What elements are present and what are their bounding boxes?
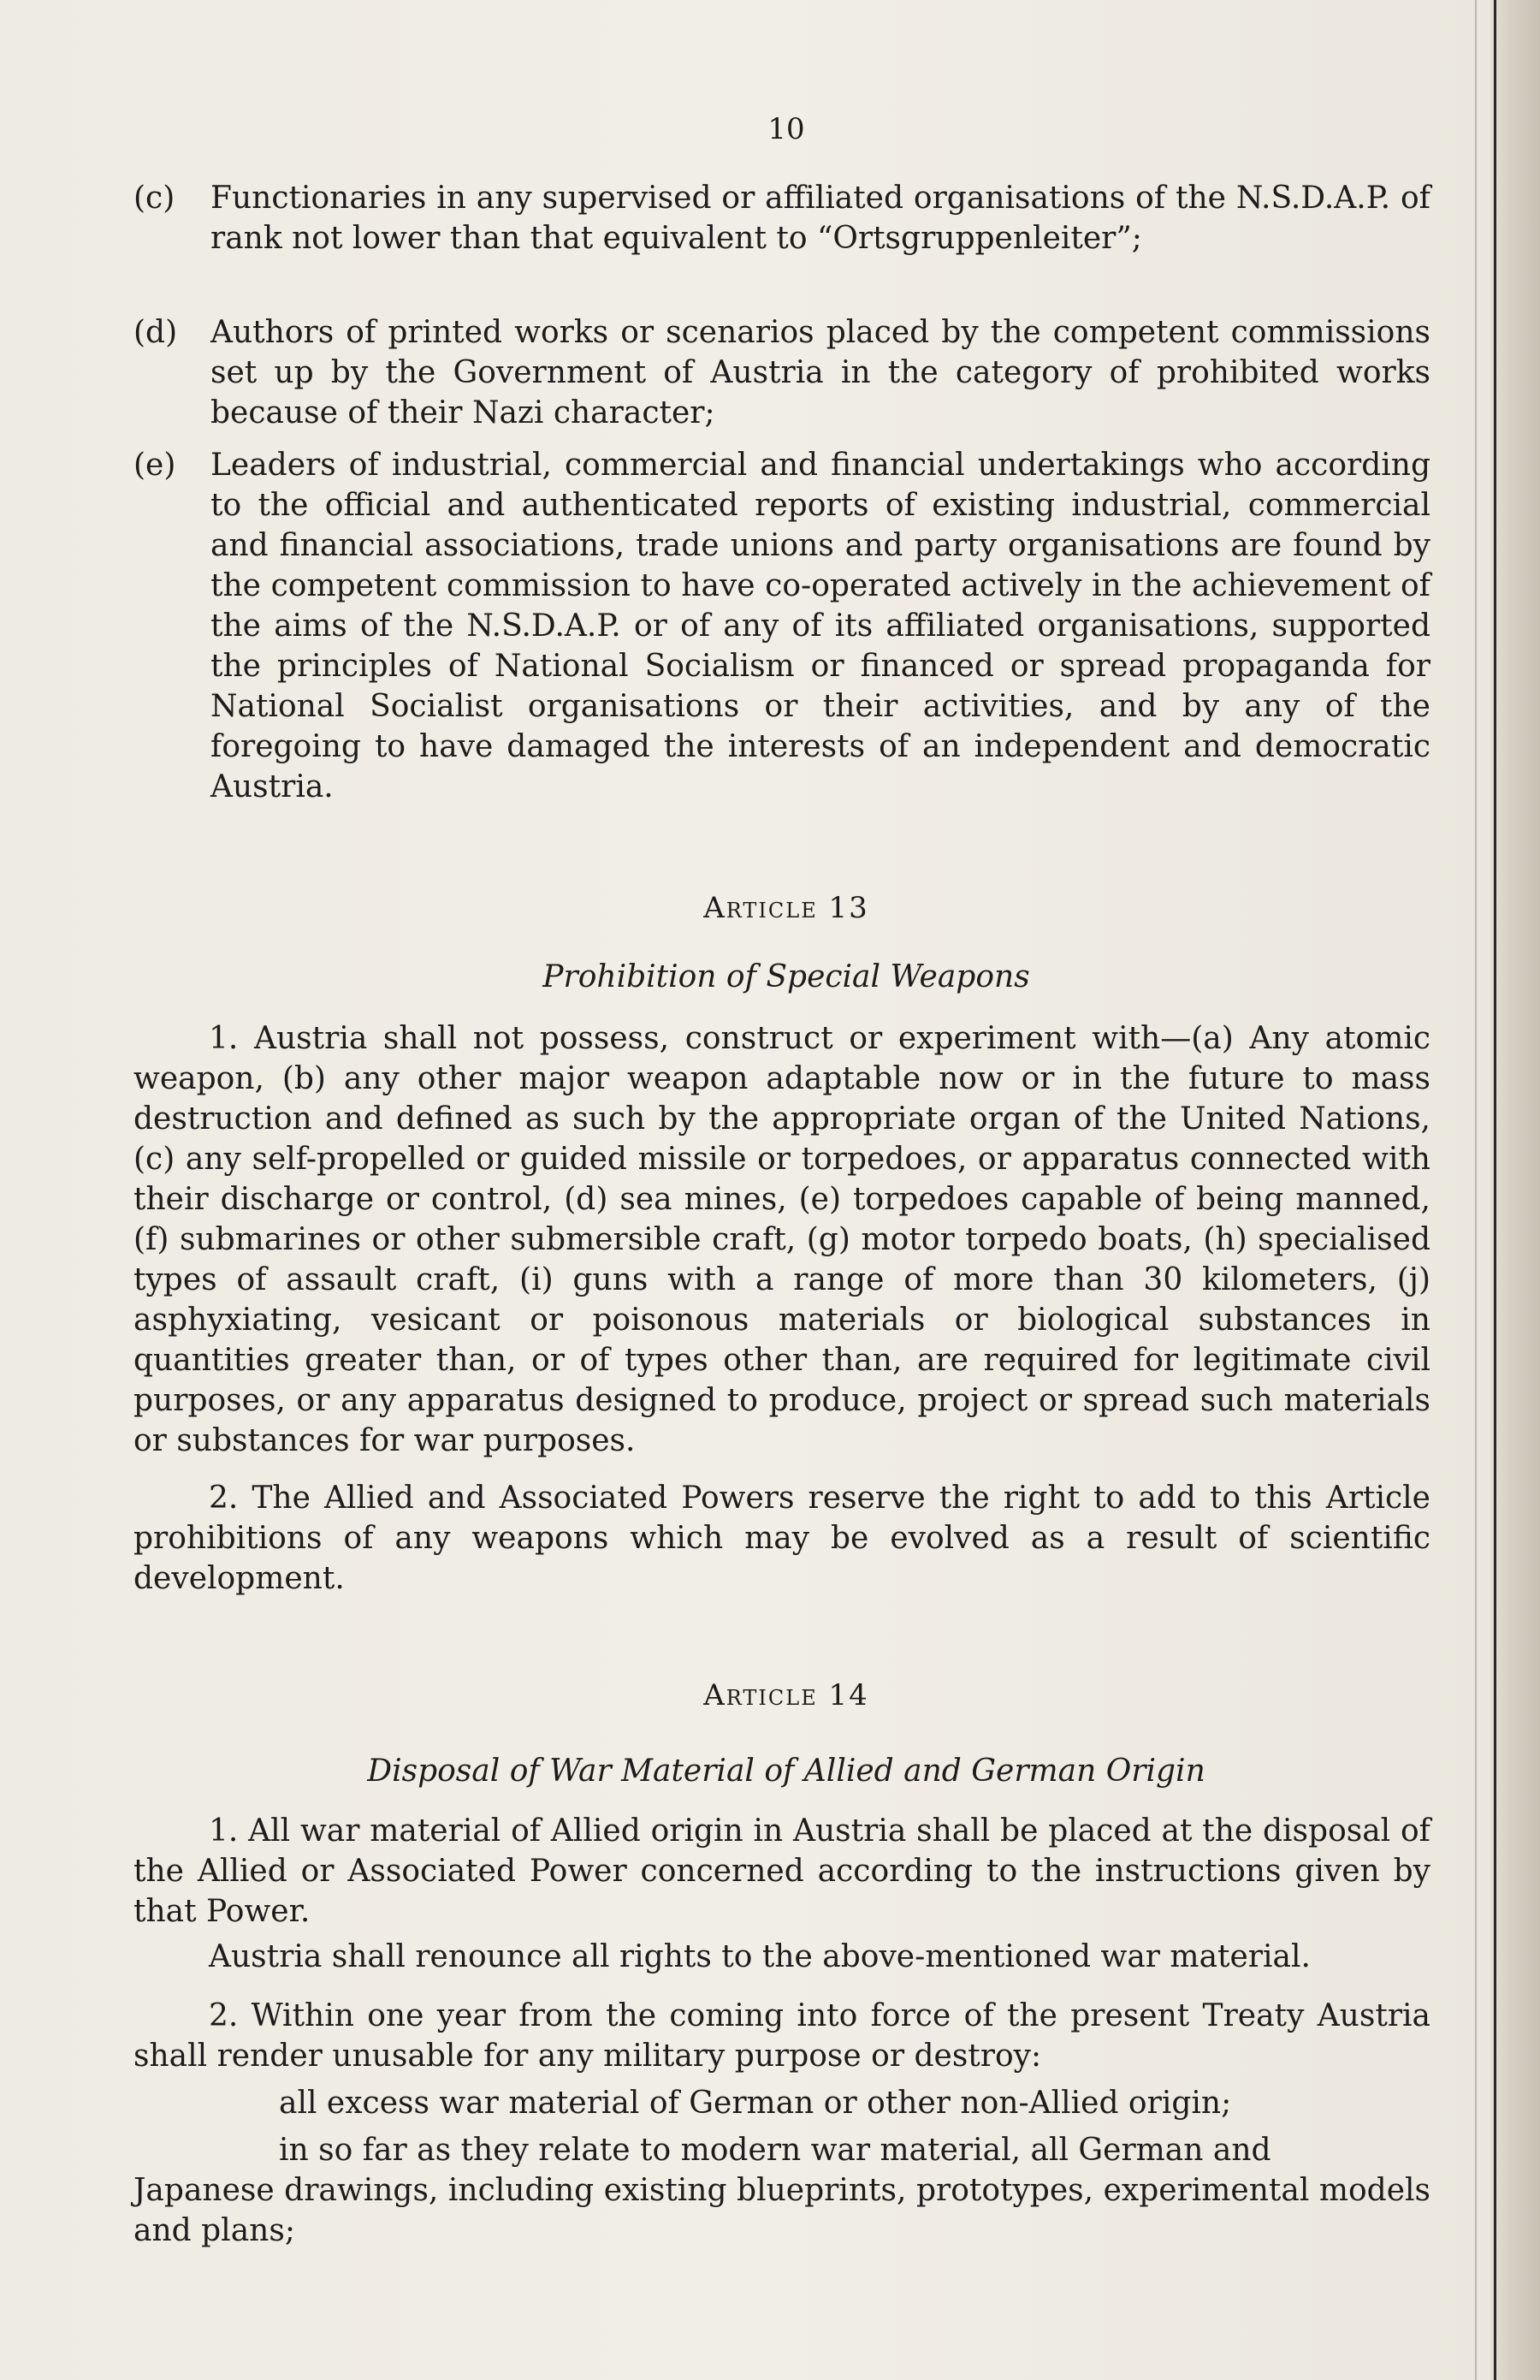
article-14-paragraph-1b: Austria shall renounce all rights to the above-mentioned war material. <box>209 1939 1311 1974</box>
article-14-item-2-continuation: Japanese drawings, including existing blueprints, prototypes, experimental models and plans; <box>133 2173 1430 2248</box>
article-13-title: Prohibition of Special Weapons <box>542 959 1030 994</box>
page-edge-line <box>1494 0 1496 2380</box>
item-e-label: (e) <box>133 448 176 483</box>
article-13-paragraph-2: 2. The Allied and Associated Powers reserve the right to add to this Article prohibitions of any weapons which may be evolved as a result of scientific development. <box>133 1481 1430 1596</box>
item-e-text: Leaders of industrial, commercial and financial undertakings who according to the official and authenticated reports of existing industrial, commercial and financial associations, trade unions and party organisations are found by the competent commission to have co-operated actively in the achievement of the aims of the N.S.D.A.P. or of any of its affiliated organisations, supported the principles of National Socialism or financed or spread propaganda for National Socialist organisations or their activities, and by any of the foregoing to have damaged the interests of an independent and democratic Austria. <box>210 448 1430 804</box>
item-c-label: (c) <box>133 181 175 216</box>
item-c-text: Functionaries in any supervised or affiliated organisations of the N.S.D.A.P. of rank not lower than that equivalent to “Ortsgruppenleiter”; <box>210 181 1430 256</box>
article-14-paragraph-2: 2. Within one year from the coming into force of the present Treaty Austria shall render unusable for any military purpose or destroy: <box>133 1998 1430 2074</box>
article-14-paragraph-1: 1. All war material of Allied origin in Austria shall be placed at the disposal of the Allied or Associated Power concerned according to the instructions given by that Power. <box>133 1813 1430 1929</box>
article-14-item-1: all excess war material of German or other non-Allied origin; <box>279 2086 1232 2121</box>
item-d <box>133 312 1430 433</box>
article-13-paragraph-1: 1. Austria shall not possess, construct or experiment with—(a) Any atomic weapon, (b) any other major weapon adaptable now or in the future to mass destruction and defined as such by the appropriate organ of the United Nations, (c) any self-propelled or guided missile or torpedoes, or apparatus connected with their discharge or control, (d) sea mines, (e) torpedoes capable of being manned, (f) submarines or other submersible craft, (g) motor torpedo boats, (h) specialised types of assault craft, (i) guns with a range of more than 30 kilometers, (j) asphyxiating, vesicant or poisonous materials or biological substances in quantities greater than, or of types other than, are required for legitimate civil purposes, or any apparatus designed to produce, project or spread such materials or substances for war purposes. <box>133 1021 1430 1458</box>
article-13-heading: Article 13 <box>703 891 869 925</box>
page-number: 10 <box>767 112 805 146</box>
page-fold-line <box>1475 0 1477 2380</box>
item-d-label: (d) <box>133 315 178 350</box>
article-14-title: Disposal of War Material of Allied and German Origin <box>367 1754 1205 1789</box>
page-edge-shadow <box>1490 0 1540 2380</box>
item-c <box>133 178 1430 258</box>
article-14-item-2-first-line: in so far as they relate to modern war material, all German and <box>279 2133 1271 2168</box>
item-e <box>133 445 1430 807</box>
item-d-text: Authors of printed works or scenarios placed by the competent commissions set up by the Government of Austria in the category of prohibited works because of their Nazi character; <box>210 315 1430 430</box>
article-14-heading: Article 14 <box>703 1678 869 1712</box>
